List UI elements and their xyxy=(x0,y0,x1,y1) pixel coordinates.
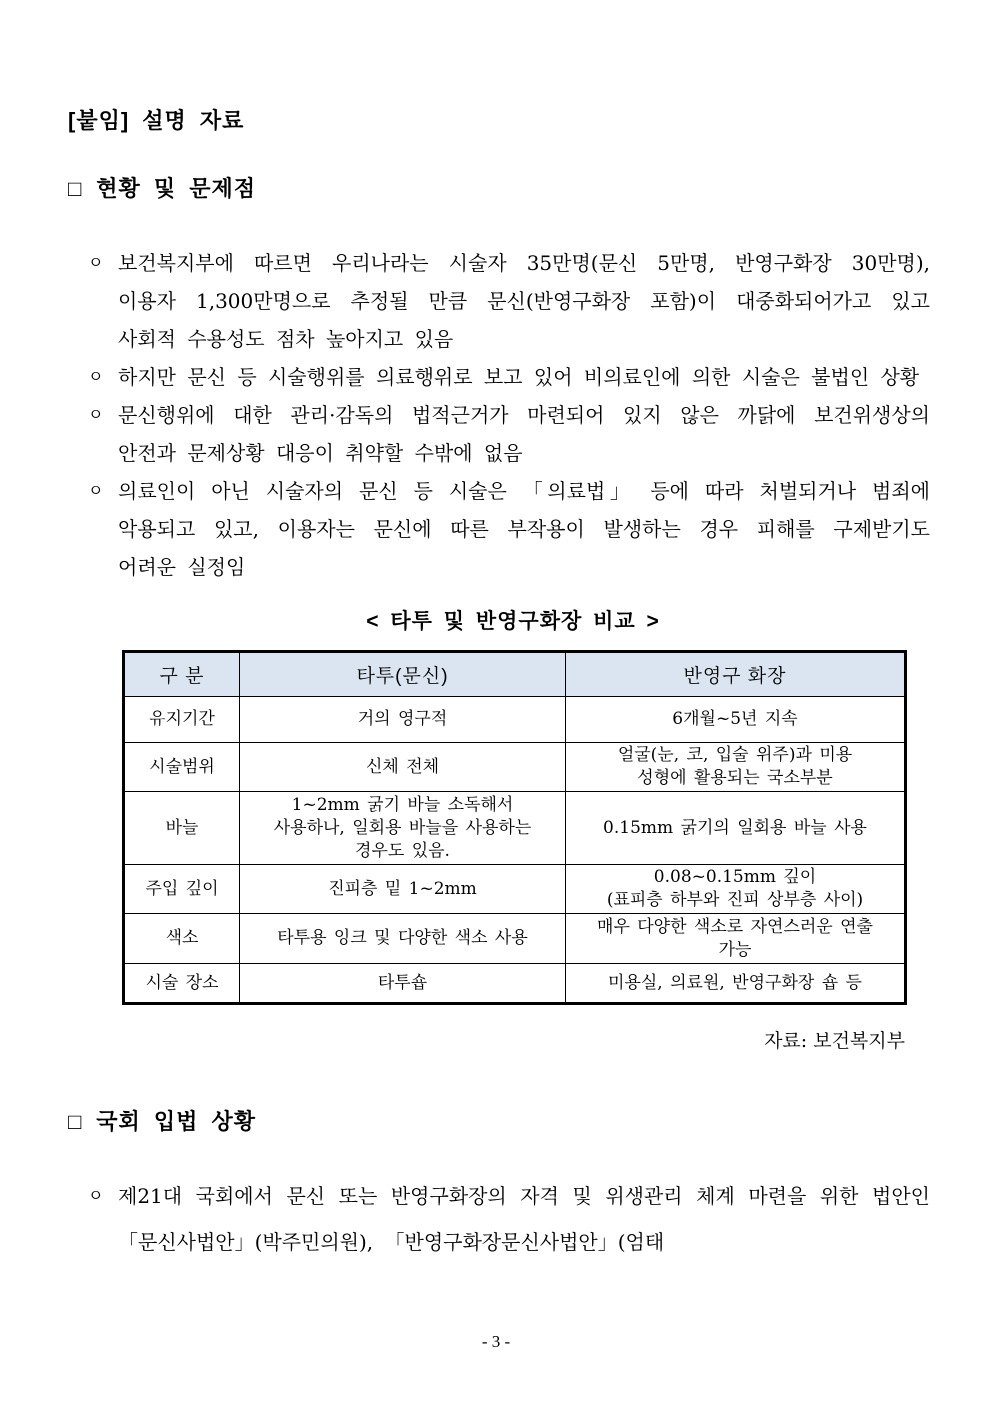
table-cell: 미용실, 의료원, 반영구화장 숍 등 xyxy=(566,964,906,1004)
table-row xyxy=(124,697,906,743)
bullet-item xyxy=(68,244,930,358)
table-cell: 거의 영구적 xyxy=(240,697,566,743)
table-cell: 매우 다양한 색소로 자연스러운 연출 가능 xyxy=(566,914,906,964)
table-cell: 시술범위 xyxy=(124,743,240,792)
table-cell: 0.15mm 굵기의 일회용 바늘 사용 xyxy=(566,792,906,865)
table-header-row xyxy=(124,652,906,697)
table-cell: 신체 전체 xyxy=(240,743,566,792)
section-heading xyxy=(68,1109,930,1135)
circle-bullet-icon: ㅇ xyxy=(88,1186,104,1205)
attachment-title: [붙임] 설명 자료 xyxy=(68,108,245,133)
section-title: 국회 입법 상황 xyxy=(96,1109,257,1134)
bullet-item xyxy=(68,396,930,472)
table-row xyxy=(124,865,906,914)
table-cell: 시술 장소 xyxy=(124,964,240,1004)
bullet-item xyxy=(68,472,930,586)
table-header-cell: 구 분 xyxy=(124,652,240,697)
table-cell: 유지기간 xyxy=(124,697,240,743)
table-cell: 타투용 잉크 및 다양한 색소 사용 xyxy=(240,914,566,964)
bullet-item xyxy=(68,1173,930,1265)
table-source-note: 자료: 보건복지부 xyxy=(764,1030,905,1052)
bullet-text: 의료인이 아닌 시술자의 문신 등 시술은 「의료법」 등에 따라 처벌되거나 범죄에 악용되고 있고, 이용자는 문신에 따른 부작용이 발생하는 경우 피해를 구제받기도 어려운 실정임 xyxy=(118,479,930,579)
table-cell: 1~2mm 굵기 바늘 소독해서 사용하나, 일회용 바늘을 사용하는 경우도 있음. xyxy=(240,792,566,865)
table-row xyxy=(124,964,906,1004)
bullet-list xyxy=(68,244,930,586)
square-marker-icon: □ xyxy=(68,176,83,201)
bullet-list xyxy=(68,1173,930,1265)
table-header-cell: 타투(문신) xyxy=(240,652,566,697)
table-cell: 얼굴(눈, 코, 입술 위주)과 미용 성형에 활용되는 국소부분 xyxy=(566,743,906,792)
section-status-and-problems xyxy=(68,176,930,586)
table-cell: 타투숍 xyxy=(240,964,566,1004)
table-cell: 진피층 밑 1~2mm xyxy=(240,865,566,914)
circle-bullet-icon: ㅇ xyxy=(88,253,104,272)
table-cell: 6개월~5년 지속 xyxy=(566,697,906,743)
bullet-item xyxy=(68,358,930,396)
table-row xyxy=(124,743,906,792)
section-title: 현황 및 문제점 xyxy=(96,176,257,201)
table-row xyxy=(124,914,906,964)
bullet-text: 보건복지부에 따르면 우리나라는 시술자 35만명(문신 5만명, 반영구화장 30만명), 이용자 1,300만명으로 추정될 만큼 문신(반영구화장 포함)이 대중화되어가고 있고 사회적 수용성도 점차 높아지고 있음 xyxy=(118,251,930,351)
circle-bullet-icon: ㅇ xyxy=(88,405,104,424)
table-header-cell: 반영구 화장 xyxy=(566,652,906,697)
circle-bullet-icon: ㅇ xyxy=(88,367,104,386)
table-row xyxy=(124,792,906,865)
section-heading xyxy=(68,176,930,202)
table-cell: 바늘 xyxy=(124,792,240,865)
bullet-text: 문신행위에 대한 관리·감독의 법적근거가 마련되어 있지 않은 까닭에 보건위생상의 안전과 문제상황 대응이 취약할 수밖에 없음 xyxy=(118,403,930,465)
circle-bullet-icon: ㅇ xyxy=(88,481,104,500)
table-cell: 0.08~0.15mm 깊이 (표피층 하부와 진피 상부층 사이) xyxy=(566,865,906,914)
section-legislation-status xyxy=(68,1109,930,1265)
comparison-table xyxy=(122,650,907,1005)
table-cell: 주입 깊이 xyxy=(124,865,240,914)
table-cell: 색소 xyxy=(124,914,240,964)
page-number: - 3 - xyxy=(481,1332,511,1351)
table-title: < 타투 및 반영구화장 비교 > xyxy=(366,610,660,633)
bullet-text: 제21대 국회에서 문신 또는 반영구화장의 자격 및 위생관리 체계 마련을 위한 법안인 「문신사법안」(박주민의원), 「반영구화장문신사법안」(엄태 xyxy=(118,1184,930,1254)
bullet-text: 하지만 문신 등 시술행위를 의료행위로 보고 있어 비의료인에 의한 시술은 불법인 상황 xyxy=(118,365,920,389)
square-marker-icon: □ xyxy=(68,1109,83,1134)
